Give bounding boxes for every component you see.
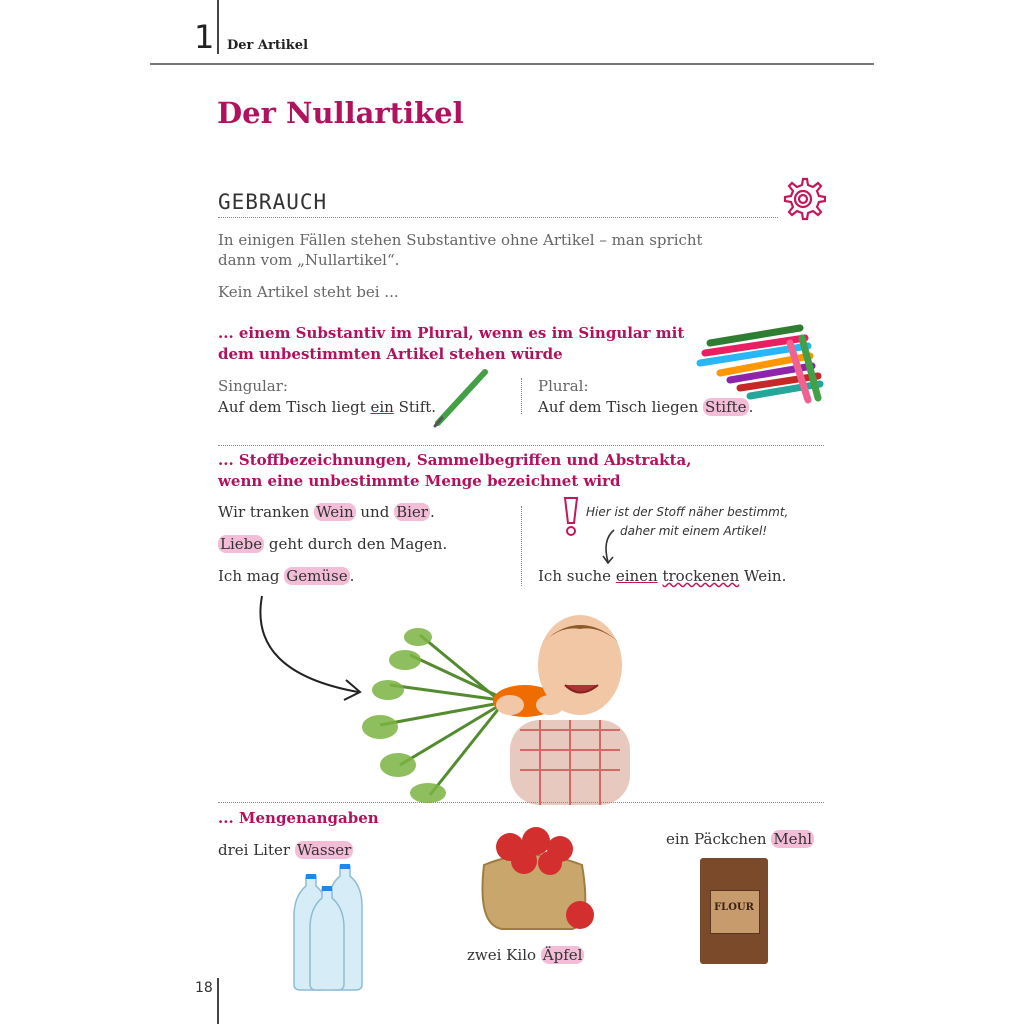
chapter-number: 1 bbox=[194, 18, 215, 56]
section-heading: GEBRAUCH bbox=[218, 190, 328, 214]
rule2-heading-line1: ... Stoffbezeichnungen, Sammelbegriffen und Abstrakta, bbox=[218, 451, 692, 469]
exclamation-icon bbox=[561, 496, 581, 538]
singular-example: Auf dem Tisch liegt ein Stift. bbox=[218, 398, 437, 416]
rule1-heading-line1: ... einem Substantiv im Plural, wenn es im Singular mit bbox=[218, 324, 685, 342]
plural-example: Auf dem Tisch liegen Stifte . bbox=[538, 398, 754, 416]
flour-package-image bbox=[700, 858, 768, 964]
quantity-example-water: drei Liter Wasser bbox=[218, 841, 352, 859]
counter-example: Ich suche einen trockenen Wein. bbox=[538, 567, 787, 585]
singular-article: ein bbox=[370, 398, 394, 416]
gear-icon bbox=[776, 174, 826, 224]
intro-text: In einigen Fällen stehen Substantive ohne Artikel – man spricht dann vom „Nullartikel“. bbox=[218, 231, 703, 269]
footer-divider bbox=[217, 978, 219, 1024]
flour-label: FLOUR bbox=[714, 902, 754, 913]
quantity-example-flour: ein Päckchen Mehl bbox=[666, 830, 813, 848]
rule2-separator bbox=[218, 802, 824, 803]
note-line1: Hier ist der Stoff näher bestimmt, bbox=[586, 505, 789, 519]
plural-noun: Stifte bbox=[705, 398, 747, 416]
plural-label: Plural: bbox=[538, 377, 589, 395]
singular-label: Singular: bbox=[218, 377, 288, 395]
note-arrow-icon bbox=[598, 528, 622, 568]
page-number: 18 bbox=[195, 980, 213, 996]
header-rule bbox=[150, 63, 874, 65]
rule1-heading-line2: dem unbestimmten Artikel stehen würde bbox=[218, 345, 563, 363]
rule1-column-divider bbox=[521, 378, 522, 414]
page-title: Der Nullartikel bbox=[217, 96, 464, 130]
boy-with-carrot-image bbox=[350, 605, 650, 805]
rule2-column-divider bbox=[521, 506, 522, 586]
section-heading-rule bbox=[218, 217, 778, 218]
quantity-example-apples: zwei Kilo Äpfel bbox=[467, 946, 583, 964]
rule2-example-1: Wir tranken Wein und Bier . bbox=[218, 503, 435, 521]
rule2-example-3: Ich mag Gemüse . bbox=[218, 567, 355, 585]
rule1-separator bbox=[218, 445, 824, 446]
water-bottles-image bbox=[292, 862, 372, 992]
rule2-example-2: Liebe geht durch den Magen. bbox=[220, 535, 448, 553]
note-line2: daher mit einem Artikel! bbox=[620, 524, 768, 538]
chapter-title: Der Artikel bbox=[227, 38, 309, 53]
chapter-divider bbox=[217, 0, 219, 54]
lead-text: Kein Artikel steht bei ... bbox=[218, 283, 399, 301]
rule2-heading-line2: wenn eine unbestimmte Menge bezeichnet wird bbox=[218, 472, 621, 490]
rule3-heading: ... Mengenangaben bbox=[218, 809, 379, 827]
markers-image bbox=[690, 318, 830, 408]
pen-image bbox=[430, 368, 490, 428]
apples-sack-image bbox=[472, 825, 602, 935]
